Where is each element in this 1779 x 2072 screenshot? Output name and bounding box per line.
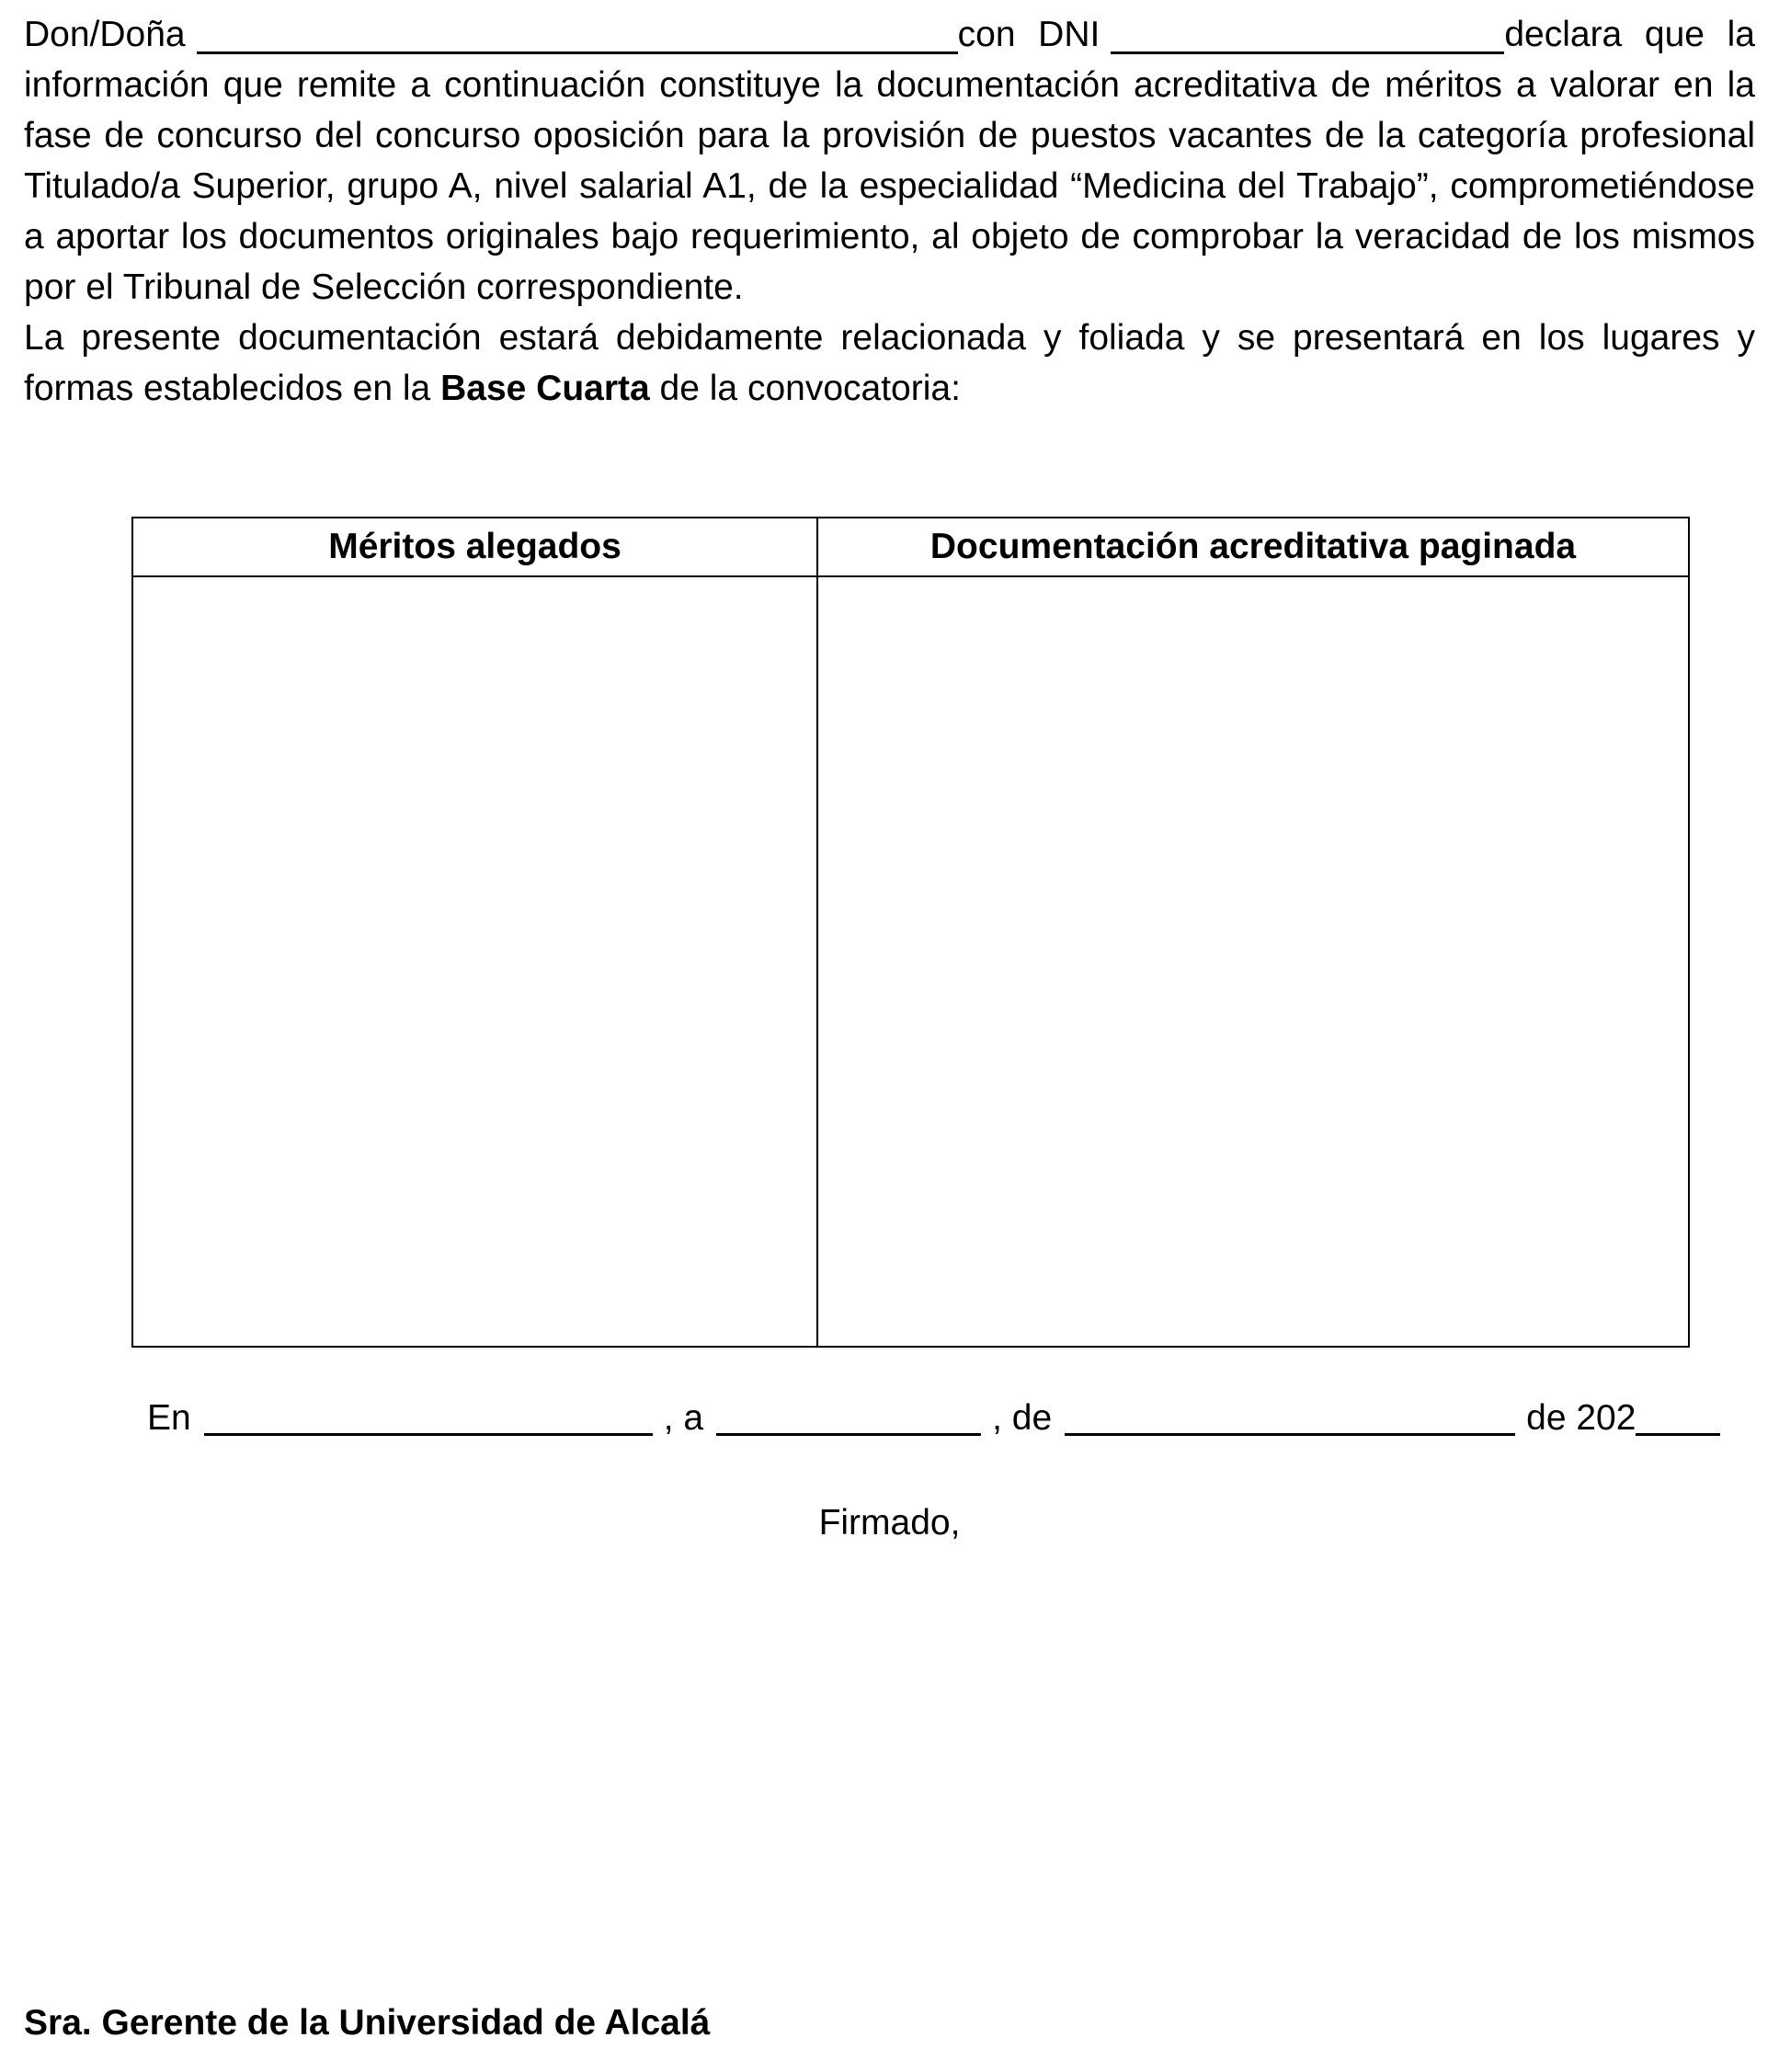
de-label: , de [992, 1398, 1053, 1438]
merits-header: Méritos alegados [132, 518, 817, 576]
merits-cell[interactable] [132, 576, 817, 1347]
place-date-line [147, 1395, 1747, 1441]
merits-table [131, 517, 1690, 1348]
signed-label: Firmado, [818, 1503, 961, 1543]
name-blank-field[interactable] [197, 15, 958, 54]
don-dona-label: Don/Doña [24, 15, 186, 54]
addressee: Sra. Gerente de la Universidad de Alcalá [24, 2003, 711, 2043]
documentation-header: Documentación acreditativa paginada [817, 518, 1689, 576]
table-row [132, 576, 1689, 1347]
documentation-text-end: de la convocatoria: [659, 369, 961, 408]
declaration-text [24, 9, 1755, 414]
base-cuarta-bold: Base Cuarta [440, 369, 650, 408]
city-blank-field[interactable] [204, 1398, 653, 1436]
documentation-cell[interactable] [817, 576, 1689, 1347]
documentation-paragraph [24, 313, 1755, 414]
declara-label: declara que la [1504, 15, 1755, 54]
year-label: de 202 [1526, 1398, 1636, 1438]
documentation-text-start: La presente documentación estará debidamente relacionada y foliada y se presentará en los lugares y formas establecidos en la [24, 318, 1755, 408]
month-blank-field[interactable] [1065, 1398, 1515, 1436]
con-dni-label: con DNI [957, 15, 1100, 54]
declaration-paragraph [24, 9, 1755, 313]
declaration-body: información que remite a continuación constituye la documentación acreditativa de méritos a valorar en la fase de concurso del concurso oposición para la provisión de puestos vacantes de la categoría profesional Titulado/a Superior, grupo A, nivel salarial A1, de la especialidad “Medicina del Trabajo”, comprometiéndose a aportar los documentos originales bajo requerimiento, al objeto de comprobar la veracidad de los mismos por el Tribunal de Selección correspondiente. [24, 65, 1755, 307]
a-label: , a [663, 1398, 704, 1438]
year-blank-field[interactable] [1636, 1398, 1720, 1436]
table-header-row [132, 518, 1689, 576]
day-blank-field[interactable] [716, 1398, 981, 1436]
en-label: En [147, 1398, 191, 1438]
dni-blank-field[interactable] [1111, 15, 1504, 54]
